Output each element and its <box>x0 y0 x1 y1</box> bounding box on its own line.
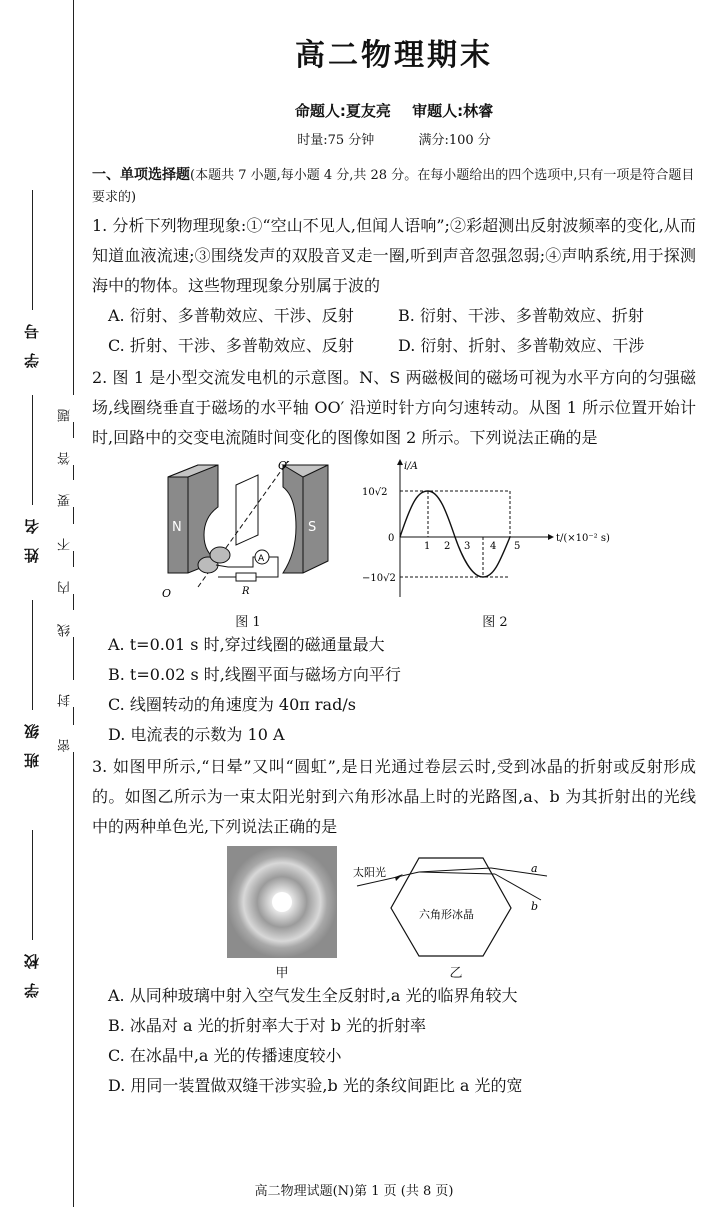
ray-b-label: b <box>531 900 539 913</box>
question-3-figures <box>92 846 696 981</box>
crystal-label: 六角形冰晶 <box>419 908 474 921</box>
exam-score: 满分:100 分 <box>418 133 491 148</box>
axis-o-prime: O′ <box>278 459 290 472</box>
s-pole-label: S <box>308 520 317 535</box>
x-tick-4: 4 <box>490 541 497 552</box>
question-2-figures <box>92 457 696 630</box>
student-id-label: 学号 <box>23 310 41 368</box>
student-id-blank <box>32 190 33 310</box>
q2-option-a[interactable]: A. t=0.01 s 时,穿过线圈的磁通量最大 <box>108 635 385 654</box>
seal-text-4: 不 <box>58 524 73 551</box>
class-field <box>20 600 44 768</box>
seal-text-5: 内 <box>58 567 73 594</box>
seal-text-3: 要 <box>58 480 73 507</box>
seal-text-7: 封 <box>58 680 73 707</box>
name-field <box>20 395 44 563</box>
school-field <box>20 830 44 998</box>
page-title: 高二物理期末 <box>295 38 493 73</box>
name-label: 姓名 <box>23 505 41 563</box>
section-title: 一、单项选择题 <box>92 167 190 183</box>
exam-time: 时量:75 分钟 <box>297 133 375 148</box>
q2-option-b[interactable]: B. t=0.02 s 时,线圈平面与磁场方向平行 <box>108 665 401 684</box>
ammeter-label: A <box>258 554 265 564</box>
authors-line <box>92 100 696 121</box>
class-label: 班级 <box>23 710 41 768</box>
axis-o: O <box>162 587 172 600</box>
question-1-options <box>92 301 696 361</box>
sine-curve <box>400 491 510 577</box>
figure-halo <box>227 846 337 981</box>
current-time-graph <box>360 457 630 607</box>
figure-1 <box>158 457 338 630</box>
exam-content <box>92 0 696 1101</box>
section-note: (本题共 7 小题,每小题 4 分,共 28 分。在每小题给出的四个选项中,只有一项是符合题目要求的) <box>92 168 695 205</box>
section-heading <box>92 164 696 209</box>
figure-halo-caption: 甲 <box>275 966 289 981</box>
seal-text-1: 题 <box>58 395 73 422</box>
student-id-field <box>20 190 44 368</box>
class-blank <box>32 600 33 710</box>
sun-halo-photo <box>227 846 337 958</box>
question-reviewer: 审题人:林睿 <box>412 102 494 120</box>
x-axis-label: t/(×10⁻² s) <box>556 533 610 544</box>
binding-margin <box>0 0 90 1207</box>
q1-option-b[interactable]: B. 衍射、干涉、多普勒效应、折射 <box>398 306 644 325</box>
q3-option-c[interactable]: C. 在冰晶中,a 光的传播速度较小 <box>108 1046 342 1065</box>
page-footer: 高二物理试题(N)第 1 页 (共 8 页) <box>254 1184 454 1199</box>
ray-a-label: a <box>531 862 538 875</box>
figure-crystal <box>351 846 561 981</box>
x-tick-1: 1 <box>424 541 431 552</box>
ice-crystal-diagram <box>351 846 561 958</box>
school-label: 学校 <box>23 940 41 998</box>
seal-text-6: 线 <box>58 610 73 637</box>
seal-text-2: 答 <box>58 438 73 465</box>
question-1-stem: 1. 分析下列物理现象:①“空山不见人,但闻人语响”;②彩超测出反射波频率的变化,从而知道血液流速;③围绕发声的双股音叉走一圈,听到声音忽强忽弱;④声呐系统,用于探测海中的物体。这些物理现象分别属于波的 <box>92 216 696 295</box>
seal-text-8: 密 <box>58 725 73 752</box>
question-2-stem: 2. 图 1 是小型交流发电机的示意图。N、S 两磁极间的磁场可视为水平方向的匀强磁场,线圈绕垂直于磁场的水平轴 OO′ 沿逆时针方向匀速转动。从图 1 所示位置开始计时,回路中的交变电流随时间变化的图像如图 2 所示。下列说法正确的是 <box>92 368 696 447</box>
school-blank <box>32 830 33 940</box>
q1-option-a[interactable]: A. 衍射、多普勒效应、干涉、反射 <box>108 306 354 325</box>
figure-2-caption: 图 2 <box>482 615 508 630</box>
figure-1-caption: 图 1 <box>235 615 261 630</box>
q3-option-d[interactable]: D. 用同一装置做双缝干涉实验,b 光的条纹间距比 a 光的宽 <box>108 1076 523 1095</box>
binding-line <box>73 0 74 1207</box>
question-3-options <box>92 981 696 1101</box>
exam-meta <box>92 129 696 148</box>
y-axis-label: i/A <box>404 461 418 472</box>
sunlight-label: 太阳光 <box>353 866 386 879</box>
figure-crystal-caption: 乙 <box>449 966 463 981</box>
q3-option-b[interactable]: B. 冰晶对 a 光的折射率大于对 b 光的折射率 <box>108 1016 427 1035</box>
generator-diagram <box>158 457 338 607</box>
resistor-label: R <box>242 586 250 597</box>
q2-option-d[interactable]: D. 电流表的示数为 10 A <box>108 725 285 744</box>
q1-option-d[interactable]: D. 衍射、折射、多普勒效应、干涉 <box>398 336 645 355</box>
n-pole-label: N <box>172 520 182 535</box>
question-3-stem: 3. 如图甲所示,“日晕”又叫“圆虹”,是日光通过卷层云时,受到冰晶的折射或反射形成的。如图乙所示为一束太阳光射到六角形冰晶上时的光路图,a、b 为其折射出的光线中的两种单色光,下列说法正确的是 <box>92 757 696 836</box>
question-setter: 命题人:夏友亮 <box>294 102 391 120</box>
question-2-options <box>92 630 696 750</box>
y-min-label: −10√2 <box>362 573 396 584</box>
q3-option-a[interactable]: A. 从同种玻璃中射入空气发生全反射时,a 光的临界角较大 <box>108 986 518 1005</box>
x-tick-3: 3 <box>464 541 471 552</box>
figure-2 <box>360 457 630 630</box>
y-max-label: 10√2 <box>362 487 388 498</box>
origin-label: 0 <box>388 533 395 544</box>
x-tick-2: 2 <box>444 541 451 552</box>
q2-option-c[interactable]: C. 线圈转动的角速度为 40π rad/s <box>108 695 356 714</box>
q1-option-c[interactable]: C. 折射、干涉、多普勒效应、反射 <box>108 336 354 355</box>
x-tick-5: 5 <box>514 541 521 552</box>
name-blank <box>32 395 33 505</box>
